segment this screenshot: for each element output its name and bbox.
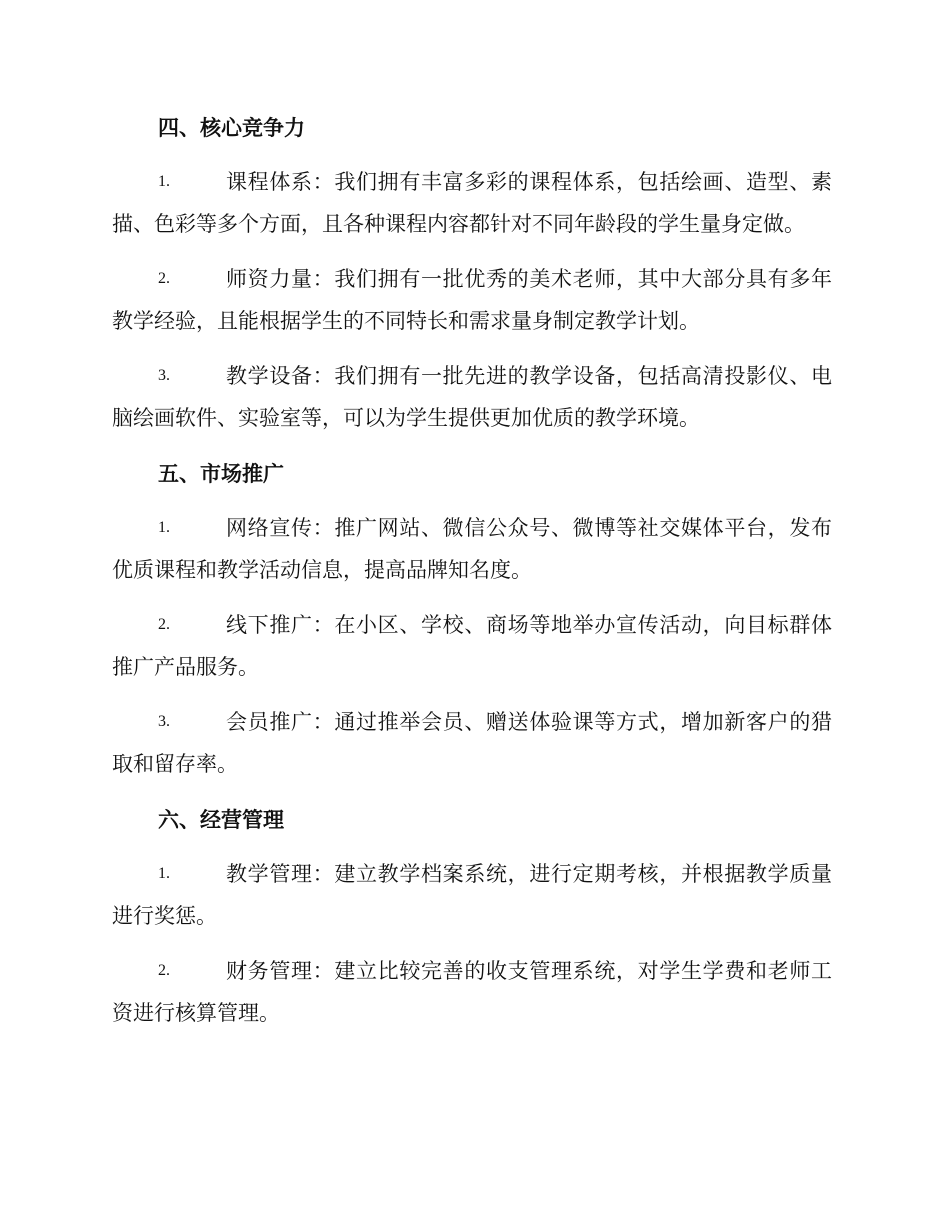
list-item bbox=[112, 853, 832, 937]
item-text-line2: 描、色彩等多个方面，且各种课程内容都针对不同年龄段的学生量身定做。 bbox=[112, 212, 805, 236]
item-text-line1: 教学管理：建立教学档案系统，进行定期考核，并根据教学质量 bbox=[226, 862, 832, 886]
item-number: 3. bbox=[158, 367, 170, 384]
item-text-line2: 教学经验，且能根据学生的不同特长和需求量身制定教学计划。 bbox=[112, 309, 700, 333]
list-item bbox=[112, 355, 832, 439]
item-text-line1: 师资力量：我们拥有一批优秀的美术老师，其中大部分具有多年 bbox=[226, 267, 832, 291]
item-text-line2: 脑绘画软件、实验室等，可以为学生提供更加优质的教学环境。 bbox=[112, 406, 700, 430]
section-heading: 六、经营管理 bbox=[158, 807, 284, 832]
item-number: 2. bbox=[158, 962, 170, 979]
list-item bbox=[112, 161, 832, 245]
item-text-line1: 会员推广：通过推举会员、赠送体验课等方式，增加新客户的猎 bbox=[226, 710, 832, 734]
item-number: 1. bbox=[158, 519, 170, 536]
list-item bbox=[112, 950, 832, 1034]
item-text-line1: 线下推广：在小区、学校、商场等地举办宣传活动，向目标群体 bbox=[226, 613, 832, 637]
item-text-line2: 推广产品服务。 bbox=[112, 655, 259, 679]
list-item bbox=[112, 604, 832, 688]
item-number: 1. bbox=[158, 865, 170, 882]
section-heading: 五、市场推广 bbox=[158, 461, 284, 486]
item-text-line1: 课程体系：我们拥有丰富多彩的课程体系，包括绘画、造型、素 bbox=[226, 170, 832, 194]
list-item bbox=[112, 701, 832, 785]
item-number: 2. bbox=[158, 270, 170, 287]
item-number: 2. bbox=[158, 616, 170, 633]
item-text-line2: 进行奖惩。 bbox=[112, 904, 217, 928]
list-item bbox=[112, 507, 832, 591]
item-text-line1: 财务管理：建立比较完善的收支管理系统，对学生学费和老师工 bbox=[226, 959, 832, 983]
section-heading: 四、核心竞争力 bbox=[158, 115, 305, 140]
item-text-line1: 教学设备：我们拥有一批先进的教学设备，包括高清投影仪、电 bbox=[226, 364, 832, 388]
item-text-line1: 网络宣传：推广网站、微信公众号、微博等社交媒体平台，发布 bbox=[226, 516, 832, 540]
list-item bbox=[112, 258, 832, 342]
item-number: 1. bbox=[158, 173, 170, 190]
item-number: 3. bbox=[158, 713, 170, 730]
item-text-line2: 资进行核算管理。 bbox=[112, 1001, 280, 1025]
item-text-line2: 取和留存率。 bbox=[112, 752, 238, 776]
item-text-line2: 优质课程和教学活动信息，提高品牌知名度。 bbox=[112, 558, 532, 582]
